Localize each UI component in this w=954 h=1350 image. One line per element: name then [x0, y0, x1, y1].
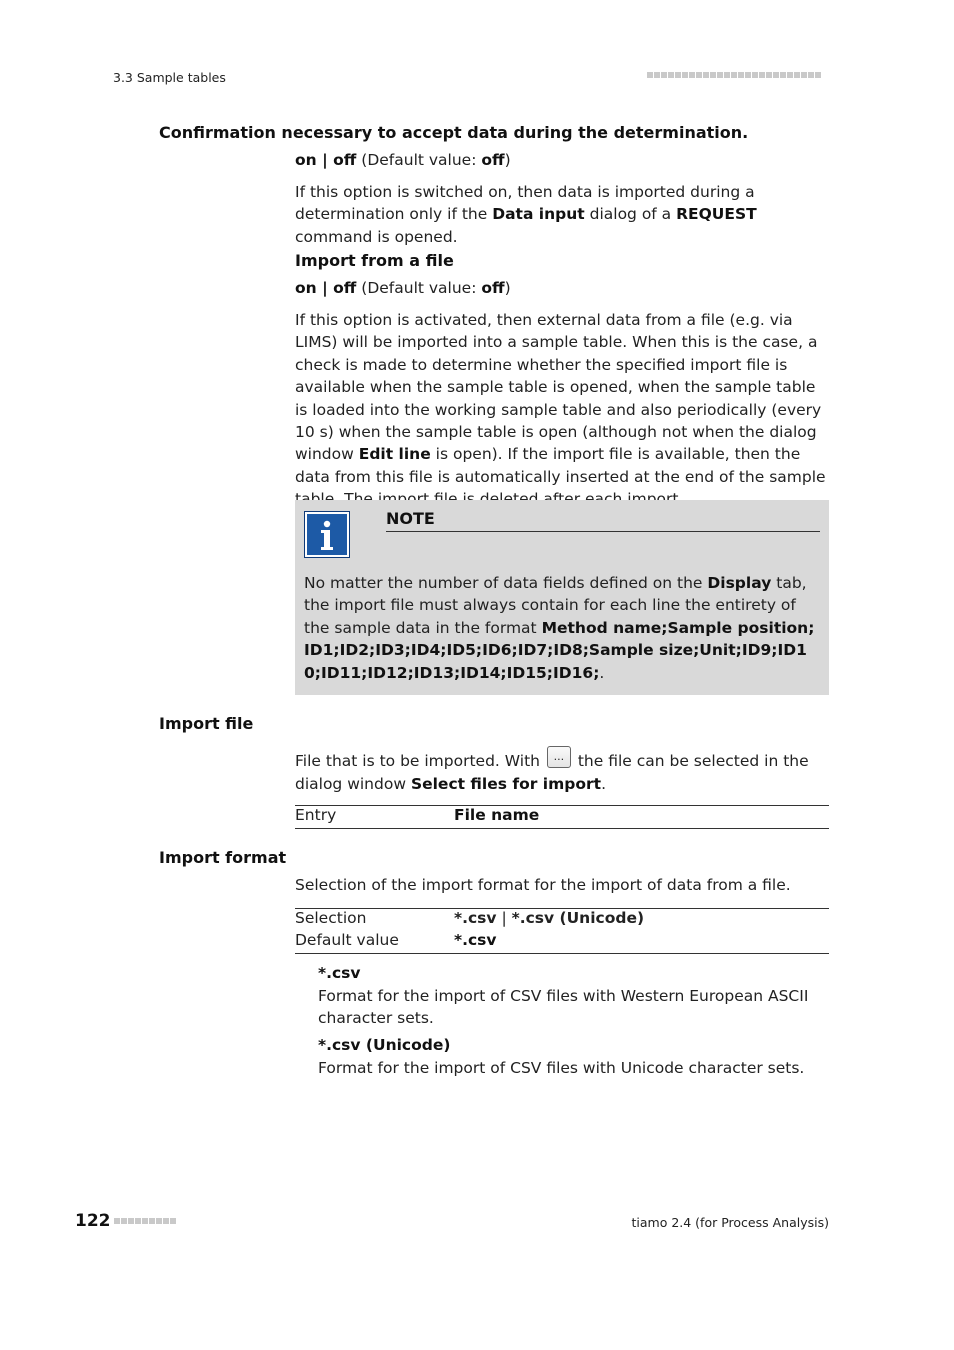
table-rule: [295, 805, 829, 806]
footer-decor-squares: [114, 1218, 176, 1224]
import-from-file-default-value: off: [481, 279, 505, 297]
import-format-description: Selection of the import format for the import of data from a file.: [295, 876, 791, 894]
confirmation-default-line: on | off (Default value: off): [295, 151, 511, 169]
running-header-section: 3.3 Sample tables: [113, 70, 226, 85]
import-from-file-default-line: on | off (Default value: off): [295, 279, 511, 297]
note-box: [295, 500, 829, 695]
import-format-heading: Import format: [159, 848, 287, 867]
selection-label: Selection: [295, 909, 367, 927]
selection-values: *.csv | *.csv (Unicode): [454, 909, 645, 927]
option-csv-unicode-name: *.csv (Unicode): [318, 1036, 451, 1054]
note-text: No matter the number of data fields defined on the Display tab, the import file must always contain for each line the entirety of the sample data in the format Method name;Sample position;ID1;ID2;ID3;ID4;ID5;ID6;ID7;ID8;Sample size;Unit;ID9;ID10;ID11;ID12;ID13;ID14;ID15;ID16;.: [304, 574, 815, 682]
import-from-file-heading: Import from a file: [295, 251, 454, 270]
table-rule: [295, 953, 829, 954]
note-divider: [386, 531, 820, 532]
import-file-heading: Import file: [159, 714, 254, 733]
footer-product: tiamo 2.4 (for Process Analysis): [631, 1215, 829, 1230]
confirmation-default-value: off: [481, 151, 505, 169]
default-value-label: Default value: [295, 931, 399, 949]
confirmation-options: on | off: [295, 151, 357, 169]
browse-button-icon: ...: [547, 746, 571, 768]
import-file-description: File that is to be imported. With ... the file can be selected in the dialog window Select files for import.: [295, 746, 830, 796]
option-csv-desc: Format for the import of CSV files with Western European ASCII character sets.: [318, 987, 809, 1028]
import-from-file-description: If this option is activated, then external data from a file (e.g. via LIMS) will be imported into a sample table. When this is the case, a check is made to determine whether the specified import file is available when the sample table is opened, when the sample table is loaded into the working sample table and also periodically (every 10 s) when the sample table is open (although not when the dialog window Edit line is open). If the import file is available, then the data from this file is automatically inserted at the end of the sample: [295, 311, 826, 486]
default-value: *.csv: [454, 931, 497, 949]
entry-label: Entry: [295, 806, 337, 824]
info-icon: [304, 511, 350, 558]
confirmation-heading: Confirmation necessary to accept data during the determination.: [159, 123, 749, 142]
option-csv-unicode-desc: Format for the import of CSV files with Unicode character sets.: [318, 1059, 805, 1077]
table-rule: [295, 828, 829, 829]
header-decor-squares: [647, 72, 821, 78]
page-number: 122: [75, 1211, 111, 1231]
note-title: NOTE: [386, 509, 435, 528]
option-csv-name: *.csv: [318, 964, 361, 982]
entry-value: File name: [454, 806, 540, 824]
import-from-file-options: on | off: [295, 279, 357, 297]
confirmation-description: If this option is switched on, then data is imported during a determination only if the Data input dialog of a REQUEST command is opened.: [295, 183, 757, 246]
